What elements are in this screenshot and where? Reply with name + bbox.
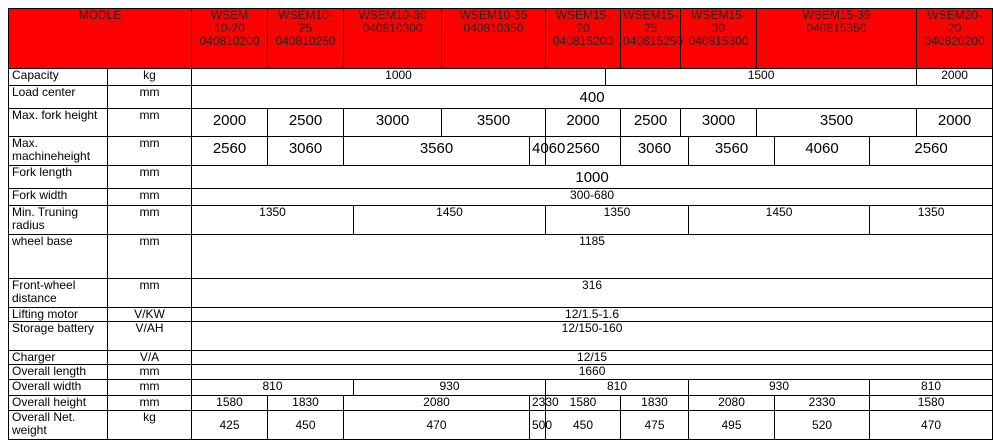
spec-row-overall-width: [9, 380, 993, 395]
row-label: Fork width: [9, 188, 108, 205]
value-cell: 2000: [917, 108, 993, 137]
row-label: Overall width: [9, 380, 108, 395]
spec-row-overall-net-weight: [9, 411, 993, 440]
spec-row-storage-battery: [9, 321, 993, 350]
spec-row-overall-height: [9, 395, 993, 410]
row-label: Overall length: [9, 364, 108, 379]
value-cell: 810: [546, 380, 689, 395]
model-header-label: MODLE: [9, 9, 192, 69]
value-cell: 2500: [268, 108, 344, 137]
value-cell: 1580: [870, 395, 993, 410]
value-cell: 3560: [689, 137, 775, 166]
value-cell: 1185: [192, 234, 993, 278]
value-cell: 1450: [354, 205, 546, 234]
row-unit: mm: [108, 108, 192, 137]
spec-table: [8, 8, 993, 440]
row-label: Fork length: [9, 165, 108, 188]
value-cell: 3560: [344, 137, 530, 166]
row-label: Front-wheel distance: [9, 278, 108, 307]
value-cell: 520: [775, 411, 870, 440]
row-unit: mm: [108, 364, 192, 379]
row-unit: mm: [108, 137, 192, 166]
value-cell: 12/15: [192, 350, 993, 364]
model-header-cell: WSEM10- 25 040810250: [268, 9, 344, 69]
value-cell: 470: [344, 411, 530, 440]
row-unit: mm: [108, 85, 192, 108]
spec-row-charger: [9, 350, 993, 364]
value-cell: 450: [546, 411, 621, 440]
spec-row-max-machine-height: [9, 137, 993, 166]
model-header-cell: WSEM15- 30 040815300: [681, 9, 757, 69]
value-cell: 2000: [546, 108, 621, 137]
value-cell: 450: [268, 411, 344, 440]
row-unit: kg: [108, 68, 192, 85]
header-row: [9, 9, 993, 69]
value-cell: 810: [192, 380, 354, 395]
value-cell: 3060: [621, 137, 689, 166]
value-cell: 400: [192, 85, 993, 108]
row-label: wheel base: [9, 234, 108, 278]
row-label: Capacity: [9, 68, 108, 85]
spec-row-fork-width: [9, 188, 993, 205]
model-header-cell: WSEM 10-20 040810200: [192, 9, 268, 69]
value-cell: 1830: [268, 395, 344, 410]
value-cell: 470: [870, 411, 993, 440]
value-cell: 495: [689, 411, 775, 440]
row-unit: V/AH: [108, 321, 192, 350]
value-cell: 425: [192, 411, 268, 440]
value-cell: 1580: [192, 395, 268, 410]
value-cell: 12/1.5-1.6: [192, 307, 993, 321]
row-unit: V/KW: [108, 307, 192, 321]
row-label: Overall height: [9, 395, 108, 410]
value-cell: 930: [354, 380, 546, 395]
value-cell: 930: [689, 380, 870, 395]
value-cell: 3500: [442, 108, 546, 137]
value-cell: 2330: [775, 395, 870, 410]
model-header-cell: WSEM15- 20 040815200: [546, 9, 621, 69]
value-cell: 2560: [546, 137, 621, 166]
spec-row-overall-length: [9, 364, 993, 379]
model-header-cell: WSEM10-30 040810300: [344, 9, 442, 69]
row-unit: mm: [108, 278, 192, 307]
model-header-cell: WSEM10-35 040810350: [442, 9, 546, 69]
row-unit: mm: [108, 380, 192, 395]
model-header-cell: WSEM15- 25 040815250: [621, 9, 681, 69]
value-cell: 500: [530, 411, 546, 440]
spec-row-min-turning-radius: [9, 205, 993, 234]
spec-row-max-fork-height: [9, 108, 993, 137]
row-label: Overall Net. weight: [9, 411, 108, 440]
row-unit: V/A: [108, 350, 192, 364]
value-cell: 1450: [689, 205, 870, 234]
value-cell: 2000: [917, 68, 993, 85]
value-cell: 1830: [621, 395, 689, 410]
model-header-cell: WSEM15-35 040815350: [757, 9, 917, 69]
value-cell: 2000: [192, 108, 268, 137]
value-cell: 1000: [192, 165, 993, 188]
row-unit: mm: [108, 188, 192, 205]
row-label: Load center: [9, 85, 108, 108]
row-label: Storage battery: [9, 321, 108, 350]
value-cell: 1580: [546, 395, 621, 410]
value-cell: 1000: [192, 68, 606, 85]
value-cell: 2080: [344, 395, 530, 410]
value-cell: 1660: [192, 364, 993, 379]
row-unit: mm: [108, 395, 192, 410]
value-cell: 4060: [775, 137, 870, 166]
value-cell: 475: [621, 411, 689, 440]
value-cell: 2080: [689, 395, 775, 410]
value-cell: 1350: [192, 205, 354, 234]
spec-row-fork-length: [9, 165, 993, 188]
value-cell: 1350: [870, 205, 993, 234]
row-label: Charger: [9, 350, 108, 364]
row-unit: mm: [108, 205, 192, 234]
row-label: Max. machineheight: [9, 137, 108, 166]
spec-row-capacity: [9, 68, 993, 85]
row-label: Lifting motor: [9, 307, 108, 321]
spec-row-wheel-base: [9, 234, 993, 278]
row-label: Max. fork height: [9, 108, 108, 137]
model-header-cell: WSEM20- 20 040820200: [917, 9, 993, 69]
value-cell: 3500: [757, 108, 917, 137]
value-cell: 3000: [344, 108, 442, 137]
value-cell: 3060: [268, 137, 344, 166]
value-cell: 2560: [192, 137, 268, 166]
spec-row-load-center: [9, 85, 993, 108]
row-label: Min. Truning radius: [9, 205, 108, 234]
spec-row-front-wheel-distance: [9, 278, 993, 307]
spec-row-lifting-motor: [9, 307, 993, 321]
value-cell: 810: [870, 380, 993, 395]
value-cell: 316: [192, 278, 993, 307]
value-cell: 3000: [681, 108, 757, 137]
value-cell: 12/150-160: [192, 321, 993, 350]
value-cell: 1350: [546, 205, 689, 234]
value-cell: 2330: [530, 395, 546, 410]
value-cell: 2500: [621, 108, 681, 137]
value-cell: 300-680: [192, 188, 993, 205]
row-unit: kg: [108, 411, 192, 440]
value-cell: 4060: [530, 137, 546, 166]
value-cell: 1500: [606, 68, 917, 85]
row-unit: mm: [108, 234, 192, 278]
row-unit: mm: [108, 165, 192, 188]
value-cell: 2560: [870, 137, 993, 166]
